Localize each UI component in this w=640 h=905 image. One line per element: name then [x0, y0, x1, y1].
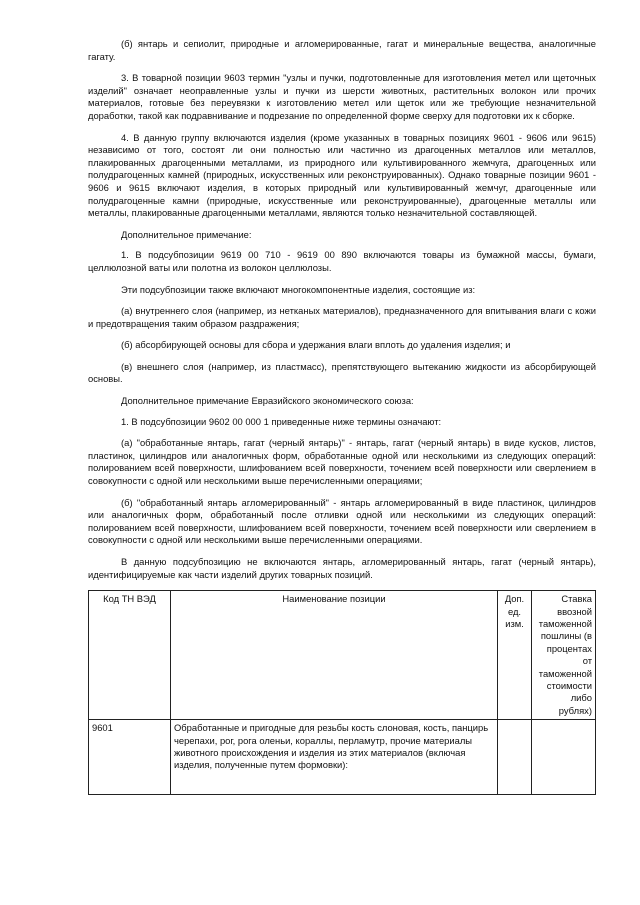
- heading-additional-note: Дополнительное примечание:: [121, 228, 252, 240]
- cell-name: Обработанные и пригодные для резьбы кость слоновая, кость, панцирь черепахи, рог, рога оленьи, кораллы, перламутр, прочие материалы животного происхождения и изделия из этих материалов (включая изделия, полученные путем формовки):: [171, 720, 498, 795]
- table-row: [89, 720, 596, 795]
- paragraph-worked-amber: (а) "обработанные янтарь, гагат (черный янтарь)" - янтарь, гагат (черный янтарь) в виде кусков, листов, пластинок, цилиндров или аналогичных форм, обработанные одной или несколькими из следующих операций: полированием всей поверхности, шлифованием всей поверхности, точением всей поверхности или сверлением в совокупности с одной или несколькими выше перечисленными операциями;: [88, 437, 596, 487]
- paragraph-multicomponent: Эти подсубпозиции также включают многокомпонентные изделия, состоящие из:: [121, 283, 476, 295]
- paragraph-outer-layer: (в) внешнего слоя (например, из пластмасс), препятствующего вытеканию жидкости из абсорбирующей основы.: [88, 360, 596, 385]
- paragraph-absorbent-core: (б) абсорбирующей основы для сбора и удержания влаги вплоть до удаления изделия; и: [121, 339, 511, 351]
- heading-eaeu-note: Дополнительное примечание Евразийского экономического союза:: [121, 395, 414, 407]
- paragraph-note-3: 3. В товарной позиции 9603 термин "узлы и пучки, подготовленные для изготовления метел или щеточных изделий" означает неоправленные узлы и пучки из шерсти животных, растительных волокон или прочих материалов, готовые без переувязки к изготовлению метел или щеток или же требующие незначительной доработки, такой как подравнивание и подрезание по определенной форме сверху для подготовки их к сборке.: [88, 72, 596, 121]
- paragraph-agglomerated-amber: (б) "обработанный янтарь агломерированный" - янтарь агломерированный в виде пластинок, цилиндров или аналогичных форм, обработанный после отливки одной или несколькими из следующих операций: полированием всей поверхности, шлифованием всей поверхности, точением всей поверхности или сверлением в совокупности с одной или несколькими выше перечисленными операциями.: [88, 496, 596, 546]
- paragraph-additional-note-1: 1. В подсубпозиции 9619 00 710 - 9619 00 890 включаются товары из бумажной массы, бумаги, целлюлозной ваты или полотна из волокон целлюлозы.: [88, 249, 596, 273]
- paragraph-inner-layer: (а) внутреннего слоя (например, из нетканых материалов), предназначенного для впитывания влаги с кожи и предотвращения таким образом раздражения;: [88, 305, 596, 329]
- cell-unit: [498, 720, 532, 795]
- paragraph-eaeu-note-1: 1. В подсубпозиции 9602 00 000 1 приведенные ниже термины означают:: [121, 415, 442, 427]
- cell-code: 9601: [89, 720, 171, 795]
- table-header-row: [89, 591, 596, 720]
- cell-rate: [532, 720, 596, 795]
- paragraph-exclusion: В данную подсубпозицию не включаются янтарь, агломерированный янтарь, гагат (черный янтарь), идентифицируемые как части изделий других товарных позиций.: [88, 556, 596, 580]
- tariff-table: [88, 590, 596, 795]
- header-code: Код ТН ВЭД: [89, 591, 171, 720]
- paragraph-amber-sepiolite: (б) янтарь и сепиолит, природные и агломерированные, гагат и минеральные вещества, аналогичные гагату.: [88, 38, 596, 62]
- header-rate: Ставка ввозной таможенной пошлины (в процентах от таможенной стоимости либо рублях): [532, 591, 596, 720]
- header-name: Наименование позиции: [171, 591, 498, 720]
- header-unit: Доп. ед. изм.: [498, 591, 532, 720]
- paragraph-note-4: 4. В данную группу включаются изделия (кроме указанных в товарных позициях 9601 - 9606 или 9615) независимо от того, состоят ли они полностью или частично из драгоценных металлов или металлов, плакированных драгоценными металлами, из природного или культивированного жемчуга, драгоценных или полудрагоценных камней (природных, искусственных или реконструированных). Однако товарные позиции 9601 - 9606 и 9615 включают изделия, в которых природный или культивированный жемчуг, драгоценные или полудрагоценные камни (природные, искусственные или реконструированные), драгоценные металлы или металлы, плакированные драгоценными металлами, являются только незначительной составляющей.: [88, 131, 596, 219]
